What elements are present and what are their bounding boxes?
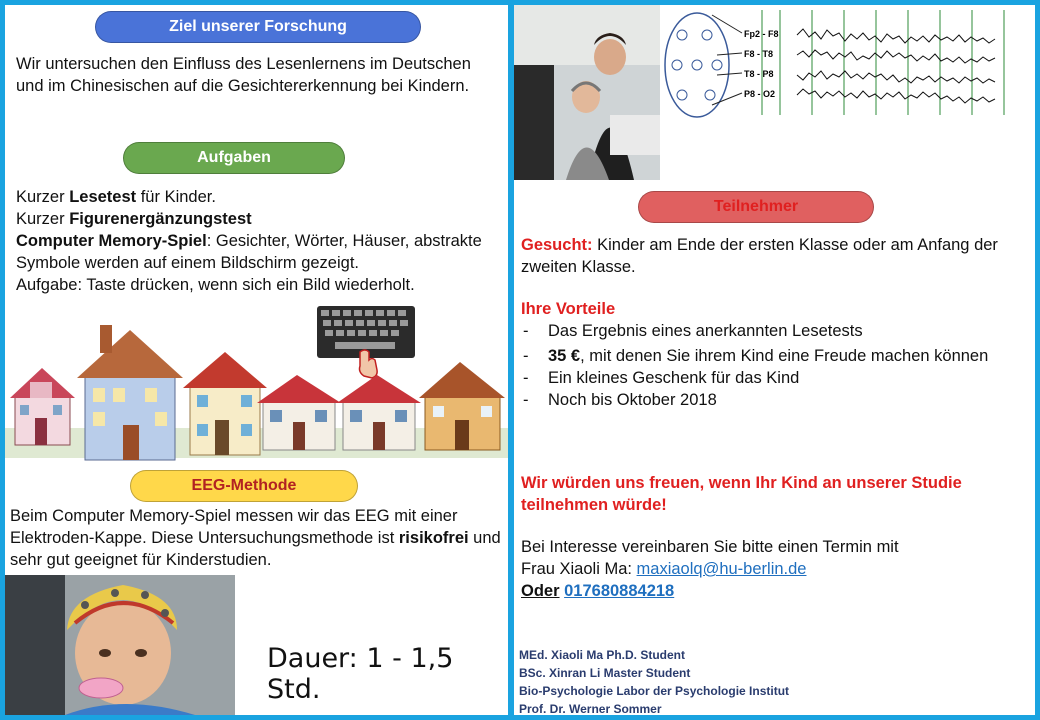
list-item: - Noch bis Oktober 2018	[521, 389, 1029, 411]
task-line-1: Kurzer Lesetest für Kinder.	[16, 188, 216, 206]
tasks-text	[16, 186, 502, 296]
eeg-trace-figure	[662, 5, 1035, 125]
houses-keyboard-illustration	[5, 300, 508, 470]
eeg-channel-label-3: T8 - P8	[744, 69, 774, 79]
research-goal-text: Wir untersuchen den Einfluss des Lesenlernens im Deutschen und im Chinesischen auf die Gesichtererkennung bei Kindern.	[16, 55, 471, 95]
credit-line-2: BSc. Xinran Li Master Student	[519, 666, 691, 680]
contact-block	[521, 536, 1029, 602]
house-6	[419, 362, 505, 450]
lab-photo	[514, 5, 660, 180]
task-line-3: Computer Memory-Spiel: Gesichter, Wörter, Häuser, abstrakte Symbole werden auf einem Bildschirm gezeigt.	[16, 232, 482, 272]
section-title-research-goal: Ziel unserer Forschung	[95, 11, 421, 43]
house-5	[337, 375, 421, 450]
section-title-participants: Teilnehmer	[638, 191, 874, 223]
house-3	[183, 352, 267, 455]
credit-line-1: MEd. Xiaoli Ma Ph.D. Student	[519, 648, 686, 662]
list-item: - 35 €, mit denen Sie ihrem Kind eine Freude machen können	[521, 345, 1029, 367]
duration-text: Dauer: 1 - 1,5 Std.	[267, 643, 454, 705]
email-link[interactable]: maxiaolq@hu-berlin.de	[636, 560, 807, 578]
contact-line-2: Frau Xiaoli Ma: maxiaolq@hu-berlin.de	[521, 560, 807, 578]
benefits-list	[521, 320, 1029, 411]
child-eeg-cap-photo	[5, 575, 235, 715]
left-panel	[5, 5, 508, 715]
house-4	[257, 375, 341, 450]
contact-line-3	[521, 580, 1029, 602]
benefits-title: Ihre Vorteile	[521, 300, 616, 318]
section-title-eeg-method: EEG-Methode	[130, 470, 358, 502]
credit-line-3: Bio-Psychologie Labor der Psychologie Institut	[519, 684, 790, 698]
task-line-4: Aufgabe: Taste drücken, wenn sich ein Bild wiederholt.	[16, 276, 415, 294]
list-item: - Ein kleines Geschenk für das Kind	[521, 367, 1029, 389]
closing-text: Wir würden uns freuen, wenn Ihr Kind an unserer Studie teilnehmen würde!	[521, 474, 962, 514]
credits-block	[519, 646, 789, 715]
house-2	[77, 325, 183, 460]
eeg-channel-label-2: F8 - T8	[744, 49, 774, 59]
list-item: - Das Ergebnis eines anerkannten Lesetests	[521, 320, 1029, 342]
phone-link[interactable]: 017680884218	[564, 582, 675, 600]
right-panel	[514, 5, 1035, 715]
section-title-tasks: Aufgaben	[123, 142, 345, 174]
or-label: Oder	[521, 582, 560, 600]
contact-line-1: Bei Interesse vereinbaren Sie bitte einen Termin mit	[521, 538, 899, 556]
sought-text: Gesucht: Kinder am Ende der ersten Klasse oder am Anfang der zweiten Klasse.	[521, 236, 998, 276]
credit-line-4: Prof. Dr. Werner Sommer	[519, 702, 662, 715]
eeg-channel-label-4: P8 - O2	[744, 89, 776, 99]
eeg-method-text: Beim Computer Memory-Spiel messen wir das EEG mit einer Elektroden-Kappe. Diese Untersuchungsmethode ist risikofrei und sehr gut geeignet für Kinderstudien.	[10, 507, 501, 569]
eeg-channel-label-1: Fp2 - F8	[744, 29, 779, 39]
task-line-2: Kurzer Figurenergänzungstest	[16, 210, 252, 228]
house-1	[10, 368, 75, 445]
